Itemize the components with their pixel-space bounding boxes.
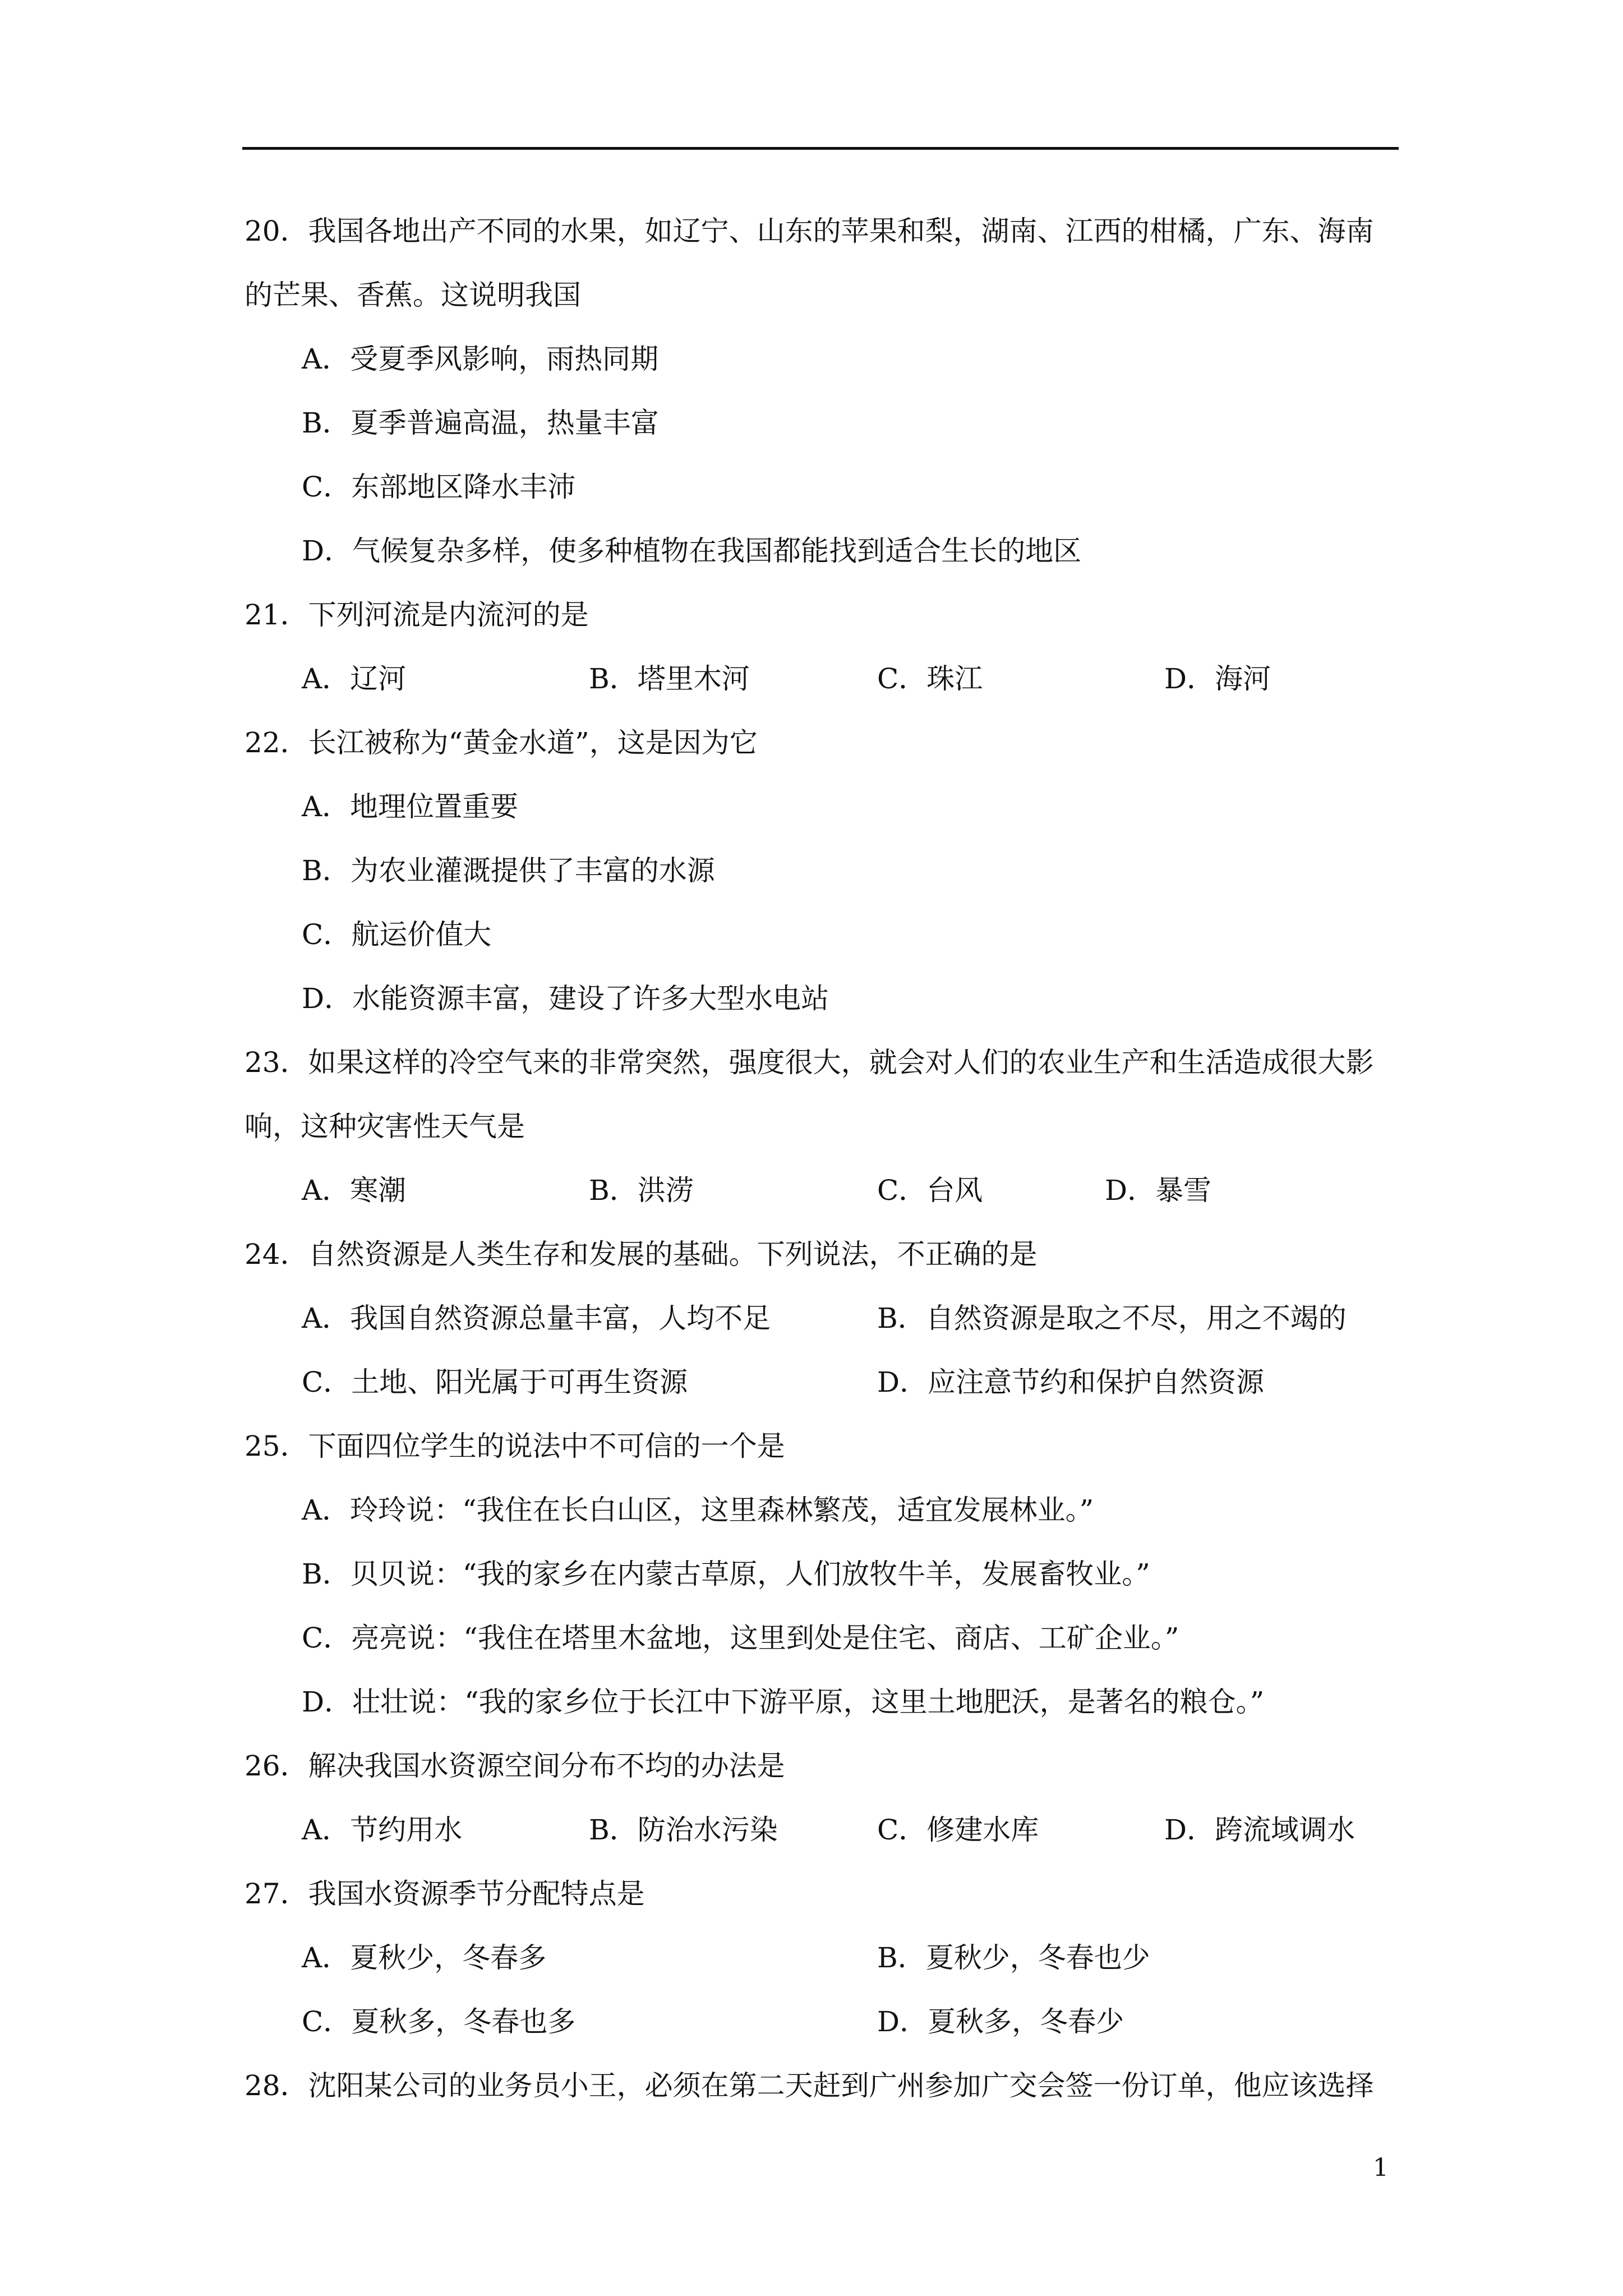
question-26-option-d: D．跨流域调水 <box>1164 1814 1355 1846</box>
question-24-option-d: D．应注意节约和保护自然资源 <box>877 1366 1265 1398</box>
question-21-option-d: D．海河 <box>1164 662 1271 695</box>
question-28-stem: 28．沈阳某公司的业务员小王，必须在第二天赶到广州参加广交会签一份订单，他应该选择 <box>245 2069 1374 2102</box>
question-25-option-c: C．亮亮说：“我住在塔里木盆地，这里到处是住宅、商店、工矿企业。” <box>302 1622 1179 1654</box>
question-27-option-c: C．夏秋多，冬春也多 <box>302 2005 576 2038</box>
question-24-option-a: A．我国自然资源总量丰富，人均不足 <box>302 1302 771 1335</box>
question-22-option-d: D．水能资源丰富，建设了许多大型水电站 <box>302 982 829 1015</box>
question-27-option-d: D．夏秋多，冬春少 <box>877 2005 1124 2038</box>
question-20-stem: 20．我国各地出产不同的水果，如辽宁、山东的苹果和梨，湖南、江西的柑橘，广东、海南 <box>245 215 1374 247</box>
question-23-option-d: D．暴雪 <box>1105 1174 1212 1207</box>
question-23-stem-cont: 响，这种灾害性天气是 <box>245 1110 525 1143</box>
question-27-stem: 27．我国水资源季节分配特点是 <box>245 1878 645 1910</box>
page-number: 1 <box>1373 2154 1389 2182</box>
question-26-option-c: C．修建水库 <box>877 1814 1039 1846</box>
question-20-option-c: C．东部地区降水丰沛 <box>302 471 576 503</box>
question-21-option-a: A．辽河 <box>302 662 407 695</box>
question-20-option-b: B．夏季普遍高温，热量丰富 <box>302 407 659 439</box>
question-23-option-a: A．寒潮 <box>302 1174 407 1207</box>
question-22-option-a: A．地理位置重要 <box>302 790 519 823</box>
question-20-stem-cont: 的芒果、香蕉。这说明我国 <box>245 279 581 311</box>
question-23-option-c: C．台风 <box>877 1174 983 1207</box>
question-23-stem: 23．如果这样的冷空气来的非常突然，强度很大，就会对人们的农业生产和生活造成很大影 <box>245 1046 1374 1079</box>
question-21-stem: 21．下列河流是内流河的是 <box>245 599 589 631</box>
question-22-option-c: C．航运价值大 <box>302 918 492 951</box>
question-27-option-a: A．夏秋少，冬春多 <box>302 1941 547 1974</box>
question-22-option-b: B．为农业灌溉提供了丰富的水源 <box>302 854 715 887</box>
question-26-stem: 26．解决我国水资源空间分布不均的办法是 <box>245 1750 785 1782</box>
question-26-option-a: A．节约用水 <box>302 1814 463 1846</box>
question-20-option-d: D．气候复杂多样，使多种植物在我国都能找到适合生长的地区 <box>302 535 1082 567</box>
question-27-option-b: B．夏秋少，冬春也少 <box>877 1941 1150 1974</box>
question-23-option-b: B．洪涝 <box>589 1174 694 1207</box>
question-24-option-c: C．土地、阳光属于可再生资源 <box>302 1366 688 1398</box>
question-21-option-b: B．塔里木河 <box>589 662 750 695</box>
question-26-option-b: B．防治水污染 <box>589 1814 778 1846</box>
question-25-stem: 25．下面四位学生的说法中不可信的一个是 <box>245 1430 785 1462</box>
question-21-option-c: C．珠江 <box>877 662 983 695</box>
question-20-option-a: A．受夏季风影响，雨热同期 <box>302 343 659 375</box>
question-24-option-b: B．自然资源是取之不尽，用之不竭的 <box>877 1302 1347 1335</box>
question-25-option-d: D．壮壮说：“我的家乡位于长江中下游平原，这里土地肥沃，是著名的粮仓。” <box>302 1686 1265 1718</box>
question-25-option-a: A．玲玲说：“我住在长白山区，这里森林繁茂，适宜发展林业。” <box>302 1494 1094 1526</box>
question-24-stem: 24．自然资源是人类生存和发展的基础。下列说法，不正确的是 <box>245 1238 1038 1271</box>
question-22-stem: 22．长江被称为“黄金水道”，这是因为它 <box>245 726 758 759</box>
header-rule <box>242 147 1399 150</box>
question-25-option-b: B．贝贝说：“我的家乡在内蒙古草原，人们放牧牛羊，发展畜牧业。” <box>302 1558 1150 1590</box>
